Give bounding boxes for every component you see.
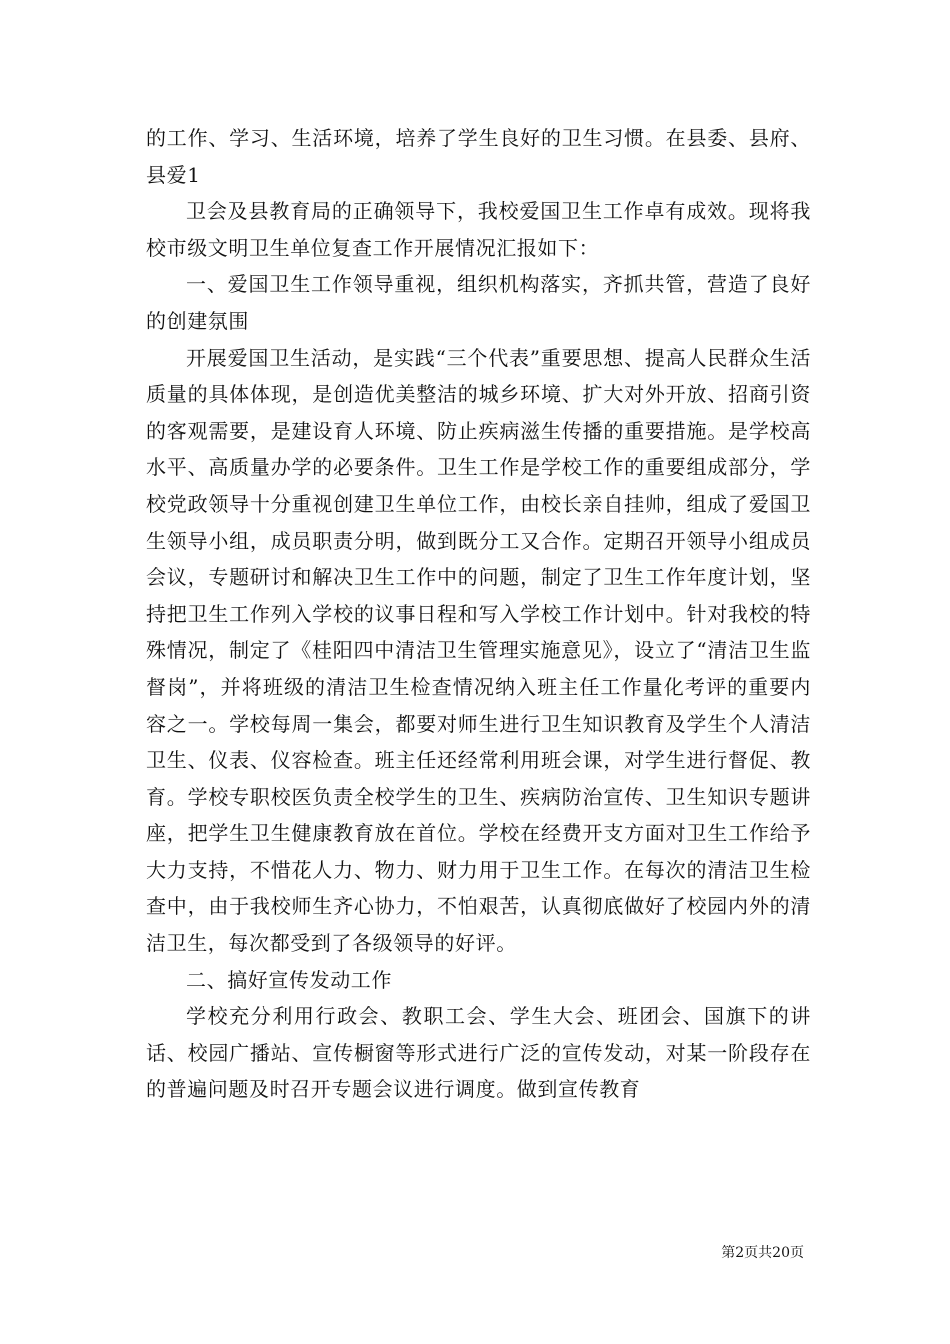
document-body	[146, 120, 811, 1108]
section-heading-2: 二、搞好宣传发动工作	[186, 967, 392, 992]
paragraph-1: 的工作、学习、生活环境，培养了学生良好的卫生习惯。在县委、县府、县爱1	[146, 126, 811, 187]
paragraph-4: 学校充分利用行政会、教职工会、学生大会、班团会、国旗下的讲话、校园广播站、宣传橱窗等形式进行广泛的宣传发动，对某一阶段存在的普遍问题及时召开专题会议进行调度。做到宣传教育	[146, 1004, 811, 1102]
page-number-footer: 第2页共20页	[721, 1245, 804, 1261]
paragraph-2: 卫会及县教育局的正确领导下，我校爱国卫生工作卓有成效。现将我校市级文明卫生单位复查工作开展情况汇报如下：	[146, 199, 811, 260]
section-heading-1: 一、爱国卫生工作领导重视，组织机构落实，齐抓共管，营造了良好的创建氛围	[146, 272, 811, 333]
paragraph-3: 开展爱国卫生活动，是实践“三个代表”重要思想、提高人民群众生活质量的具体体现，是创造优美整洁的城乡环境、扩大对外开放、招商引资的客观需要，是建设育人环境、防止疾病滋生传播的重要措施。是学校高水平、高质量办学的必要条件。卫生工作是学校工作的重要组成部分，学校党政领导十分重视创建卫生单位工作，由校长亲自挂帅，组成了爱国卫生领导小组，成员职责分明，做到既分工又合作。定期召开领导小组成员会议，专题研讨和解决卫生工作中的问题，制定了卫生工作年度计划，坚持把卫生工作列入学校的议事日程和写入学校工作计划中。针对我校的特殊情况，制定了《桂阳四中清洁卫生管理实施意见》，设立了“清洁卫生监督岗”，并将班级的清洁卫生检查情况纳入班主任工作量化考评的重要内容之一。学校每周一集会，都要对师生进行卫生知识教育及学生个人清洁卫生、仪表、仪容检查。班主任还经常利用班会课，对学生进行督促、教育。学校专职校医负责全校学生的卫生、疾病防治宣传、卫生知识专题讲座，把学生卫生健康教育放在首位。学校在经费开支方面对卫生工作给予大力支持，不惜花人力、物力、财力用于卫生工作。在每次的清洁卫生检查中，由于我校师生齐心协力，不怕艰苦，认真彻底做好了校园内外的清洁卫生，每次都受到了各级领导的好评。	[146, 345, 811, 956]
